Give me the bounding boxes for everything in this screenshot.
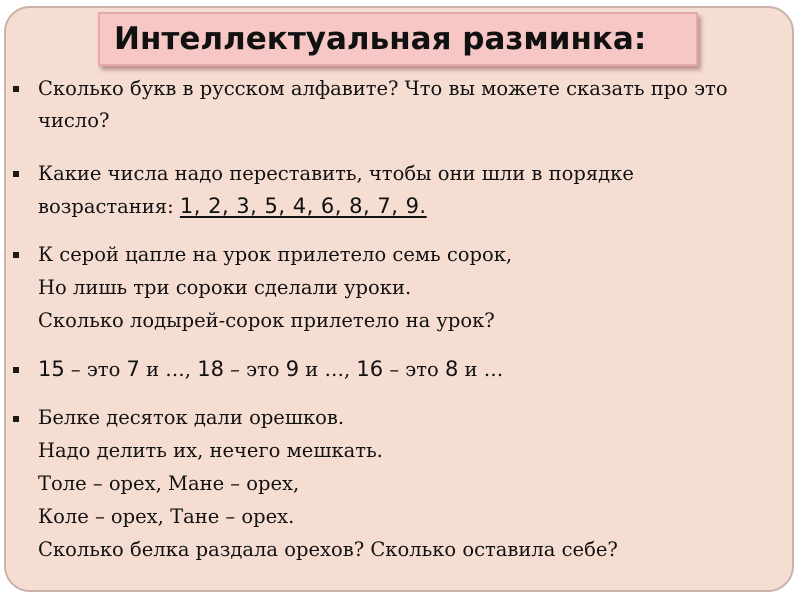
riddle-2-line-2: Надо делить их, нечего мешкать. (38, 439, 383, 462)
text-part: – это (383, 358, 445, 381)
question-1-line-1: Сколько букв в русском алфавите? Что вы можете сказать про это (38, 77, 728, 100)
text-part: и …, (139, 358, 198, 381)
bullet-icon (13, 416, 19, 422)
number-sequence: 1, 2, 3, 5, 4, 6, 8, 7, 9. (179, 194, 427, 218)
number-7: 7 (126, 357, 140, 381)
question-2-line-2 (38, 194, 427, 219)
slide-title: Интеллектуальная разминка: (114, 21, 647, 57)
number-15: 15 (38, 357, 65, 381)
bullet-icon (13, 252, 19, 258)
bullet-icon (13, 86, 19, 92)
number-18: 18 (197, 357, 224, 381)
text-part: и …, (299, 358, 357, 381)
riddle-2-line-5: Сколько белка раздала орехов? Сколько оставила себе? (38, 538, 618, 561)
riddle-2-line-4: Коле – орех, Тане – орех. (38, 505, 295, 528)
bullet-icon (13, 367, 19, 373)
question-2-prefix: возрастания: (38, 195, 180, 218)
text-part: – это (64, 358, 127, 381)
question-2-line-1: Какие числа надо переставить, чтобы они шли в порядке (38, 162, 634, 185)
riddle-1-line-1: К серой цапле на урок прилетело семь сорок, (38, 243, 513, 266)
number-9: 9 (285, 357, 300, 381)
bullet-icon (13, 171, 19, 177)
riddle-2-line-3: Толе – орех, Мане – орех, (38, 472, 300, 495)
riddle-2-line-1: Белке десяток дали орешков. (38, 406, 345, 429)
question-1-line-2: число? (38, 109, 110, 132)
number-16: 16 (356, 357, 384, 381)
number-8: 8 (444, 357, 459, 381)
riddle-1-line-2: Но лишь три сороки сделали уроки. (38, 276, 412, 299)
text-part: и … (458, 358, 504, 381)
text-part: – это (223, 358, 286, 381)
number-decomposition-line (38, 357, 503, 382)
riddle-1-line-3: Сколько лодырей-сорок прилетело на урок? (38, 309, 495, 332)
